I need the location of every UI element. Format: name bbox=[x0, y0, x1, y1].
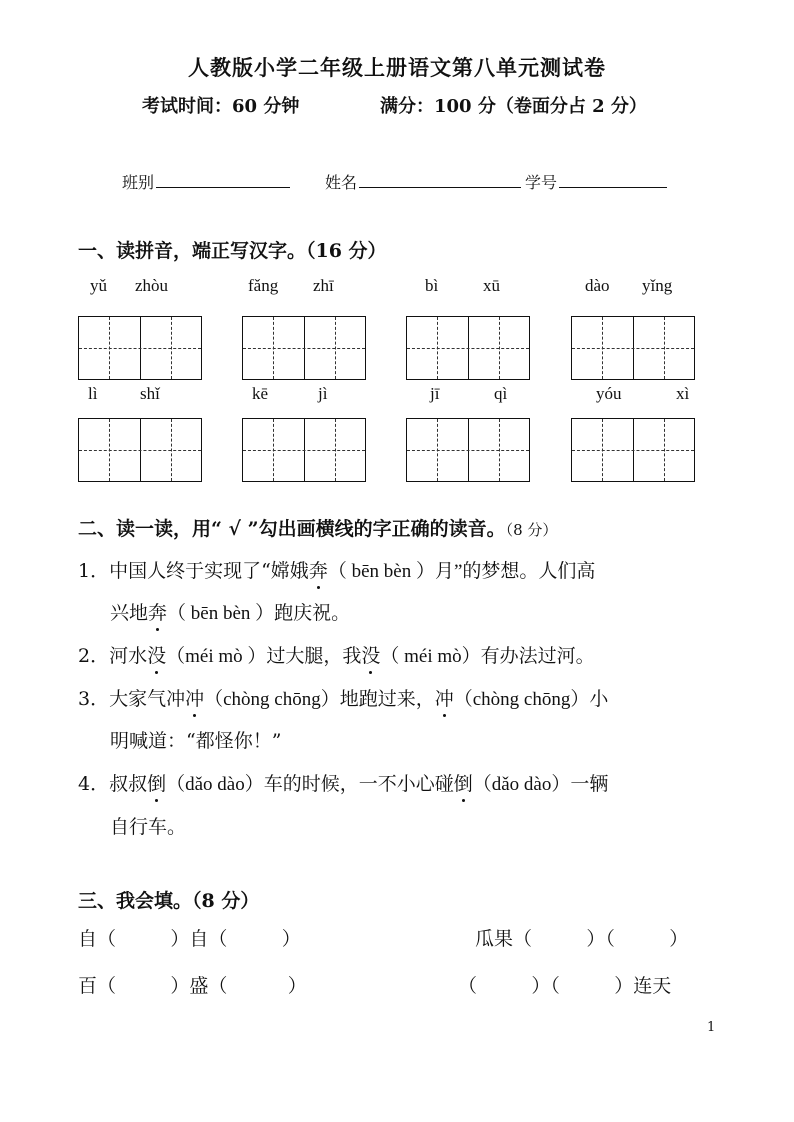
marked-char: 倒 bbox=[147, 769, 166, 796]
marked-char: 冲 bbox=[185, 684, 204, 711]
pinyin: zhī bbox=[313, 276, 334, 295]
section3-title: 三、我会填。（8 分） bbox=[78, 890, 260, 912]
marked-char: 没 bbox=[361, 641, 380, 668]
pinyin-options[interactable]: （dǎo dào）一辆 bbox=[472, 774, 609, 795]
fill-row-2-left[interactable]: 百（ ）盛（ ） bbox=[78, 975, 307, 997]
pinyin: dào bbox=[585, 276, 610, 295]
writing-grid[interactable] bbox=[406, 316, 530, 380]
question-1-line-1: 1．中国人终于实现了“嫦娥奔（ bēn bèn ）月”的梦想。人们高 bbox=[78, 556, 595, 583]
pinyin: yǔ bbox=[90, 276, 107, 295]
marked-char: 冲 bbox=[435, 684, 454, 711]
pinyin-options[interactable]: （ bēn bèn ）跑庆祝。 bbox=[167, 603, 351, 624]
section2-title bbox=[78, 514, 557, 541]
student-id-field bbox=[525, 170, 667, 193]
writing-grid[interactable] bbox=[571, 316, 695, 380]
class-field bbox=[122, 170, 290, 193]
pinyin: yǐng bbox=[642, 276, 673, 295]
pinyin-options[interactable]: （chòng chōng）地跑过来， bbox=[204, 689, 435, 710]
question-1-line-2: 兴地奔（ bēn bèn ）跑庆祝。 bbox=[110, 598, 350, 625]
pinyin: shǐ bbox=[140, 384, 160, 403]
writing-grid[interactable] bbox=[571, 418, 695, 482]
question-2: 2．河水没（méi mò ）过大腿，我没（ méi mò）有办法过河。 bbox=[78, 641, 595, 668]
pinyin: bì bbox=[425, 276, 439, 295]
section1-title: 一、读拼音，端正写汉字。（16 分） bbox=[78, 240, 387, 262]
class-label: 班别 bbox=[122, 173, 155, 192]
question-3-line-2: 明喊道：“都怪你！” bbox=[110, 730, 282, 752]
pinyin-options[interactable]: （méi mò ）过大腿，我 bbox=[166, 646, 362, 667]
fill-row-2-right[interactable]: （ ）（ ）连天 bbox=[458, 975, 672, 997]
writing-grid[interactable] bbox=[406, 418, 530, 482]
pinyin-options[interactable]: （ bēn bèn ）月”的梦想。人们高 bbox=[327, 561, 596, 582]
pinyin: kē bbox=[252, 384, 269, 403]
pinyin: lì bbox=[88, 384, 98, 403]
marked-char: 奔 bbox=[148, 598, 167, 625]
pinyin-options[interactable]: （chòng chōng）小 bbox=[453, 689, 609, 710]
pinyin: xì bbox=[676, 384, 690, 403]
student-id-label: 学号 bbox=[525, 173, 558, 192]
pinyin-options[interactable]: （ méi mò）有办法过河。 bbox=[380, 646, 595, 667]
pinyin: yóu bbox=[596, 384, 622, 403]
writing-grid[interactable] bbox=[242, 316, 366, 380]
pinyin: zhòu bbox=[135, 276, 169, 295]
pinyin: qì bbox=[494, 384, 508, 403]
question-4-line-2: 自行车。 bbox=[110, 816, 187, 838]
name-label: 姓名 bbox=[325, 173, 358, 192]
question-4-line-1: 4．叔叔倒（dǎo dào）车的时候，一不小心碰倒（dǎo dào）一辆 bbox=[78, 769, 608, 796]
pinyin-options[interactable]: （dǎo dào）车的时候，一不小心碰 bbox=[166, 774, 454, 795]
pinyin: fǎng bbox=[248, 276, 279, 295]
page-title: 人教版小学二年级上册语文第八单元测试卷 bbox=[188, 55, 606, 80]
marked-char: 倒 bbox=[454, 769, 473, 796]
pinyin: jī bbox=[430, 384, 440, 403]
class-blank[interactable] bbox=[156, 171, 290, 188]
writing-grid[interactable] bbox=[78, 418, 202, 482]
section2-title-text: 二、读一读，用“ √ ”勾出画横线的字正确的读音。 bbox=[78, 518, 506, 540]
name-field bbox=[325, 170, 521, 193]
exam-time: 考试时间：60 分钟 bbox=[142, 96, 300, 117]
section2-points: （8 分） bbox=[505, 521, 558, 539]
pinyin: xū bbox=[483, 276, 500, 295]
student-id-blank[interactable] bbox=[559, 171, 667, 188]
marked-char: 奔 bbox=[309, 556, 328, 583]
fill-row-1-left[interactable]: 自（ ）自（ ） bbox=[78, 928, 301, 950]
writing-grid[interactable] bbox=[78, 316, 202, 380]
question-3-line-1: 3．大家气冲冲（chòng chōng）地跑过来，冲（chòng chōng）小 bbox=[78, 684, 608, 711]
fill-row-1-right[interactable]: 瓜果（ ）（ ） bbox=[475, 928, 689, 950]
pinyin: jì bbox=[318, 384, 328, 403]
name-blank[interactable] bbox=[359, 171, 521, 188]
page-number: 1 bbox=[707, 1020, 716, 1035]
writing-grid[interactable] bbox=[242, 418, 366, 482]
marked-char: 没 bbox=[147, 641, 166, 668]
full-score: 满分：100 分（卷面分占 2 分） bbox=[380, 96, 647, 117]
